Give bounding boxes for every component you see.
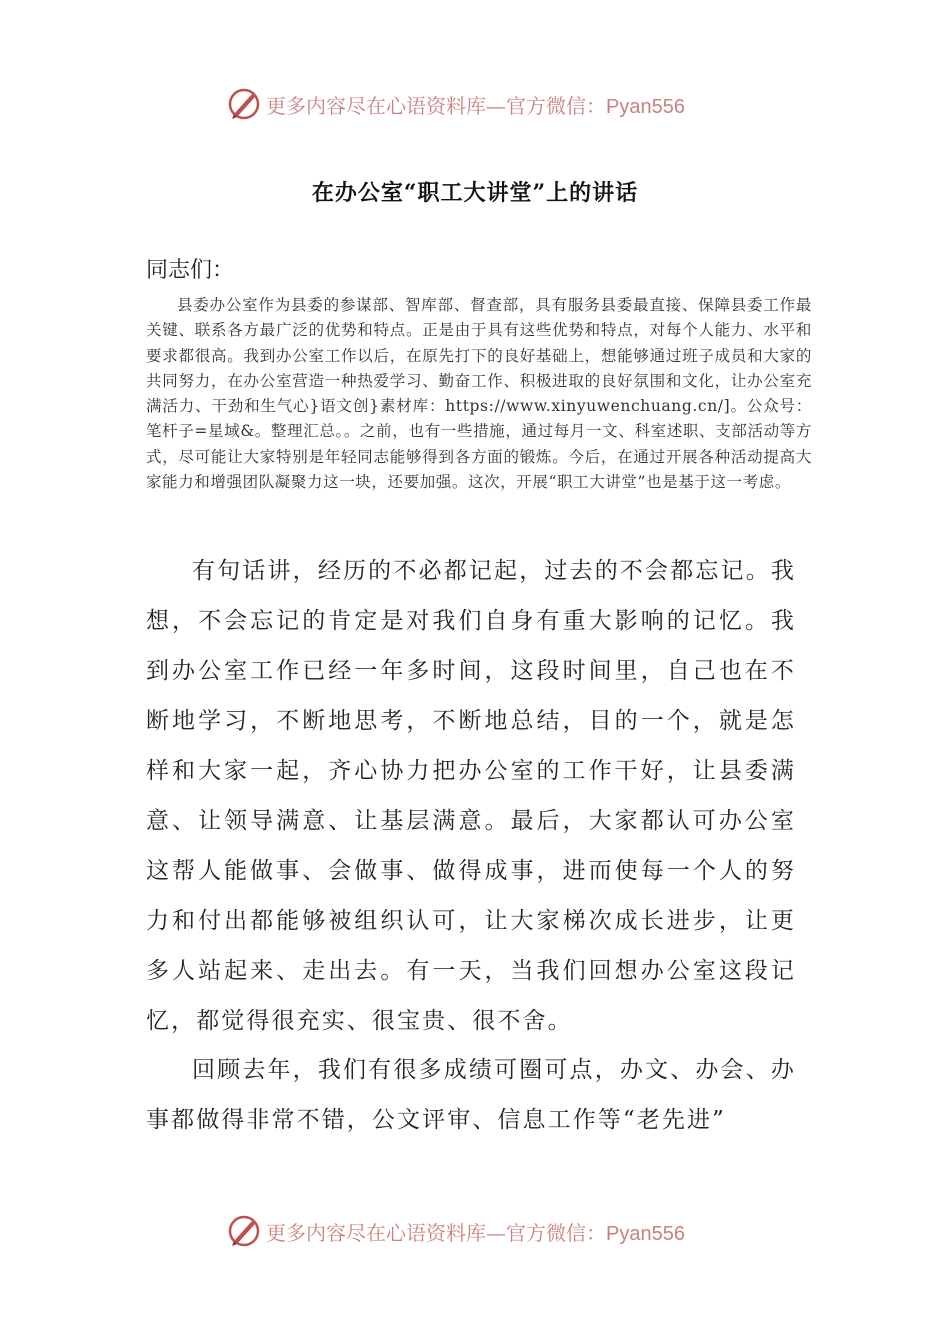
greeting: 同志们： [146, 258, 235, 283]
paragraph-3: 回顾去年，我们有很多成绩可圈可点，办文、办会、办事都做得非常不错，公文评审、信息工作等“老先进” [146, 1057, 796, 1133]
pen-logo-icon [226, 1213, 262, 1249]
watermark-wechat-id: Pyan556 [606, 1222, 685, 1245]
watermark-text: 更多内容尽在心语资料库—官方微信：Pyan556 [266, 93, 685, 118]
watermark-footer [226, 1211, 726, 1251]
watermark-wechat-id: Pyan556 [606, 95, 685, 118]
pen-logo-icon [226, 86, 262, 122]
paragraph-1: 县委办公室作为县委的参谋部、智库部、督查部，具有服务县委最直接、保障县委工作最关键、联系各方最广泛的优势和特点。正是由于具有这些优势和特点，对每个人能力、水平和要求都很高。我到办公室工作以后，在原先打下的良好基础上，想能够通过班子成员和大家的共同努力，在办公室营造一种热爱学习、勤奋工作、积极进取的良好氛围和文化，让办公室充满活力、干劲和生气心}语文创}素材库：https://www.xinyuwenchuang.cn/]。公众号：笔杆子=星域&。整理汇总。。之前，也有一些措施，通过每月一文、科室述职、支部活动等方式，尽可能让大家特别是年轻同志能够得到各方面的锻炼。今后，在通过开展各种活动提高大家能力和增强团队凝聚力这一块，还要加强。这次，开展“职工大讲堂”也是基于这一考虑。 [146, 296, 812, 492]
paragraph-2: 有句话讲，经历的不必都记起，过去的不会都忘记。我想，不会忘记的肯定是对我们自身有重大影响的记忆。我到办公室工作已经一年多时间，这段时间里，自己也在不断地学习，不断地思考，不断地总结，目的一个，就是怎样和大家一起，齐心协力把办公室的工作干好，让县委满意、让领导满意、让基层满意。最后，大家都认可办公室这帮人能做事、会做事、做得成事，进而使每一个人的努力和付出都能够被组织认可，让大家梯次成长进步，让更多人站起来、走出去。有一天，当我们回想办公室这段记忆，都觉得很充实、很宝贵、很不舍。 [146, 558, 796, 1034]
watermark-text: 更多内容尽在心语资料库—官方微信：Pyan556 [266, 1220, 685, 1245]
watermark-header [226, 84, 726, 124]
document-title: 在办公室“职工大讲堂”上的讲话 [311, 180, 639, 206]
